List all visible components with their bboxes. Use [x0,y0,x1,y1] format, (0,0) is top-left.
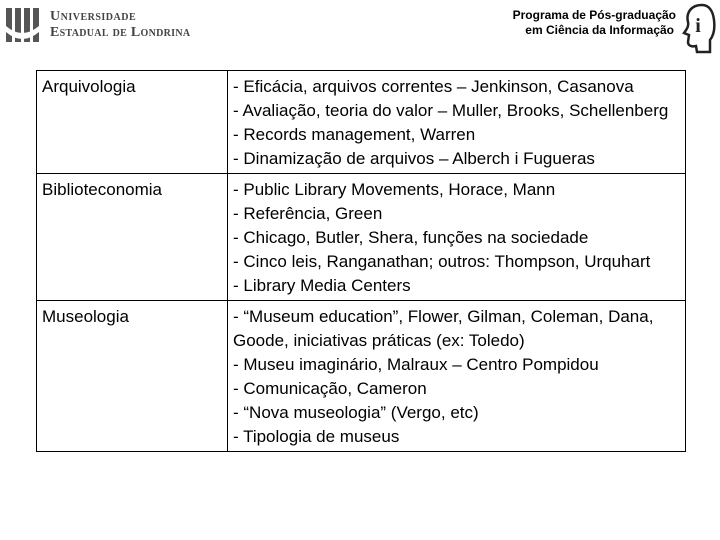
list-item: - Records management, Warren [233,125,476,144]
list-item: - Museu imaginário, Malraux – Centro Pompidou [233,355,599,374]
content-table [36,70,686,452]
university-name-line1: Universidade [50,9,137,24]
list-item: - “Museum education”, Flower, Gilman, Coleman, Dana, Goode, iniciativas práticas (ex: Toledo) [233,307,654,350]
list-item: - Library Media Centers [233,276,411,295]
area-cell: Biblioteconomia [37,174,228,301]
list-item: - Public Library Movements, Horace, Mann [233,180,556,199]
topics-cell [228,71,686,174]
list-item: - Dinamização de arquivos – Alberch i Fugueras [233,149,595,168]
table-row [37,301,686,452]
uel-logo-icon [4,6,44,44]
university-logo [4,6,191,44]
area-cell: Arquivologia [37,71,228,174]
list-item: - Referência, Green [233,204,383,223]
table-row [37,174,686,301]
program-title [513,8,676,38]
svg-text:i: i [695,15,701,37]
area-cell: Museologia [37,301,228,452]
table-row [37,71,686,174]
program-title-line1: Programa de Pós-graduação [512,8,676,22]
list-item: - Tipologia de museus [233,427,400,446]
list-item: - Eficácia, arquivos correntes – Jenkinson, Casanova [233,77,634,96]
university-name-line2: Estadual de Londrina [50,25,191,40]
list-item: - “Nova museologia” (Vergo, etc) [233,403,479,422]
list-item: - Comunicação, Cameron [233,379,427,398]
list-item: - Avaliação, teoria do valor – Muller, Brooks, Schellenberg [233,101,669,120]
topics-cell [228,301,686,452]
information-profile-icon [680,2,716,54]
topics-cell [228,174,686,301]
program-title-line2: em Ciência da Informação [525,23,674,37]
list-item: - Cinco leis, Ranganathan; outros: Thompson, Urquhart [233,252,651,271]
list-item: - Chicago, Butler, Shera, funções na sociedade [233,228,589,247]
